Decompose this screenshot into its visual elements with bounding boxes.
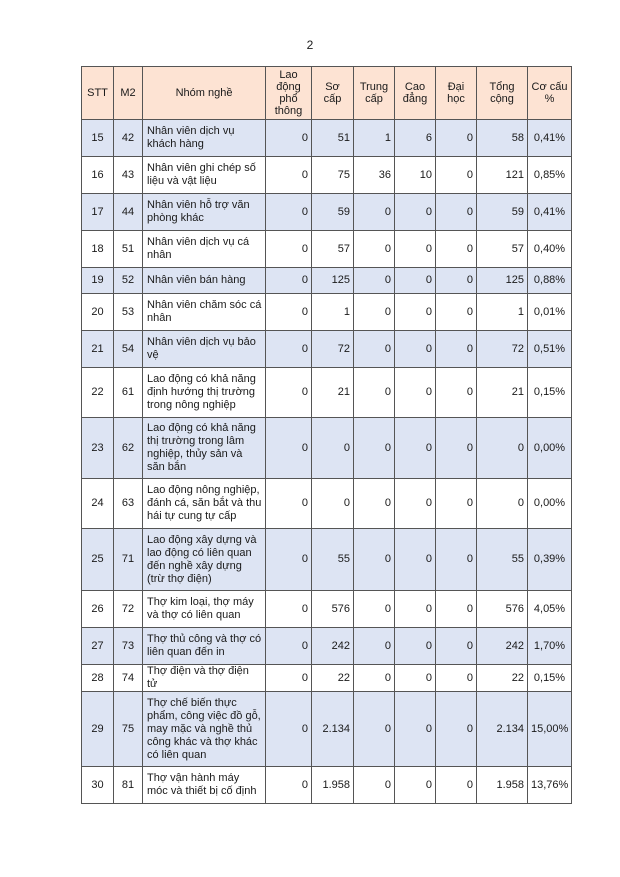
cell-nhom-nghe: Nhân viên hỗ trợ văn phòng khác <box>143 194 266 231</box>
cell-stt: 15 <box>82 120 114 157</box>
cell-cao-dang: 0 <box>395 529 436 591</box>
cell-trung-cap: 1 <box>354 120 395 157</box>
table-row <box>82 418 572 479</box>
table-row <box>82 268 572 294</box>
cell-co-cau: 0,41% <box>528 120 572 157</box>
cell-tong-cong: 72 <box>477 331 528 368</box>
cell-cao-dang: 0 <box>395 479 436 529</box>
cell-co-cau: 0,01% <box>528 294 572 331</box>
cell-m2: 42 <box>114 120 143 157</box>
table-row <box>82 692 572 767</box>
cell-trung-cap: 0 <box>354 231 395 268</box>
cell-dai-hoc: 0 <box>436 231 477 268</box>
cell-cao-dang: 0 <box>395 628 436 665</box>
cell-lao-dong-pho-thong: 0 <box>266 120 312 157</box>
cell-dai-hoc: 0 <box>436 692 477 767</box>
cell-co-cau: 0,85% <box>528 157 572 194</box>
cell-m2: 74 <box>114 665 143 692</box>
col-header-stt: STT <box>82 67 114 120</box>
cell-so-cap: 55 <box>312 529 354 591</box>
cell-m2: 43 <box>114 157 143 194</box>
cell-tong-cong: 242 <box>477 628 528 665</box>
cell-nhom-nghe: Nhân viên bán hàng <box>143 268 266 294</box>
cell-lao-dong-pho-thong: 0 <box>266 194 312 231</box>
col-header-tong-cong: Tổng cộng <box>477 67 528 120</box>
cell-trung-cap: 0 <box>354 268 395 294</box>
cell-stt: 28 <box>82 665 114 692</box>
cell-lao-dong-pho-thong: 0 <box>266 268 312 294</box>
cell-trung-cap: 0 <box>354 767 395 804</box>
table-row <box>82 767 572 804</box>
cell-lao-dong-pho-thong: 0 <box>266 767 312 804</box>
cell-cao-dang: 0 <box>395 294 436 331</box>
cell-lao-dong-pho-thong: 0 <box>266 591 312 628</box>
cell-tong-cong: 0 <box>477 479 528 529</box>
cell-tong-cong: 1 <box>477 294 528 331</box>
cell-lao-dong-pho-thong: 0 <box>266 368 312 418</box>
table-row <box>82 665 572 692</box>
cell-co-cau: 0,15% <box>528 665 572 692</box>
cell-co-cau: 0,88% <box>528 268 572 294</box>
cell-tong-cong: 125 <box>477 268 528 294</box>
col-header-so-cap: Sơ cấp <box>312 67 354 120</box>
cell-lao-dong-pho-thong: 0 <box>266 529 312 591</box>
cell-so-cap: 1.958 <box>312 767 354 804</box>
cell-dai-hoc: 0 <box>436 157 477 194</box>
cell-stt: 23 <box>82 418 114 479</box>
cell-cao-dang: 0 <box>395 231 436 268</box>
cell-m2: 62 <box>114 418 143 479</box>
cell-stt: 24 <box>82 479 114 529</box>
table-row <box>82 368 572 418</box>
cell-stt: 20 <box>82 294 114 331</box>
cell-dai-hoc: 0 <box>436 591 477 628</box>
cell-m2: 75 <box>114 692 143 767</box>
cell-stt: 18 <box>82 231 114 268</box>
cell-lao-dong-pho-thong: 0 <box>266 479 312 529</box>
table-row <box>82 628 572 665</box>
cell-trung-cap: 0 <box>354 529 395 591</box>
cell-cao-dang: 0 <box>395 194 436 231</box>
cell-lao-dong-pho-thong: 0 <box>266 231 312 268</box>
cell-dai-hoc: 0 <box>436 331 477 368</box>
cell-tong-cong: 59 <box>477 194 528 231</box>
cell-dai-hoc: 0 <box>436 479 477 529</box>
cell-co-cau: 0,51% <box>528 331 572 368</box>
cell-nhom-nghe: Nhân viên dịch vụ khách hàng <box>143 120 266 157</box>
cell-nhom-nghe: Thợ chế biến thực phẩm, công việc đồ gỗ, may mặc và nghề thủ công khác và thợ khác có liên quan <box>143 692 266 767</box>
cell-tong-cong: 21 <box>477 368 528 418</box>
cell-stt: 19 <box>82 268 114 294</box>
cell-nhom-nghe: Lao động xây dựng và lao động có liên quan đến nghề xây dựng (trừ thợ điện) <box>143 529 266 591</box>
cell-lao-dong-pho-thong: 0 <box>266 665 312 692</box>
cell-dai-hoc: 0 <box>436 529 477 591</box>
cell-nhom-nghe: Lao động có khả năng thị trường trong lâm nghiệp, thủy sản và săn bắn <box>143 418 266 479</box>
table-row <box>82 529 572 591</box>
cell-so-cap: 1 <box>312 294 354 331</box>
cell-nhom-nghe: Lao động nông nghiệp, đánh cá, săn bắt và thu hái tự cung tự cấp <box>143 479 266 529</box>
table-row <box>82 591 572 628</box>
cell-m2: 54 <box>114 331 143 368</box>
cell-cao-dang: 0 <box>395 591 436 628</box>
cell-trung-cap: 0 <box>354 418 395 479</box>
cell-so-cap: 51 <box>312 120 354 157</box>
cell-dai-hoc: 0 <box>436 665 477 692</box>
cell-m2: 61 <box>114 368 143 418</box>
cell-dai-hoc: 0 <box>436 628 477 665</box>
cell-tong-cong: 22 <box>477 665 528 692</box>
cell-cao-dang: 0 <box>395 331 436 368</box>
col-header-m2: M2 <box>114 67 143 120</box>
table-row <box>82 331 572 368</box>
cell-nhom-nghe: Nhân viên dịch vụ cá nhân <box>143 231 266 268</box>
cell-cao-dang: 0 <box>395 368 436 418</box>
cell-stt: 22 <box>82 368 114 418</box>
cell-stt: 17 <box>82 194 114 231</box>
cell-dai-hoc: 0 <box>436 767 477 804</box>
cell-m2: 71 <box>114 529 143 591</box>
table-row <box>82 231 572 268</box>
cell-lao-dong-pho-thong: 0 <box>266 418 312 479</box>
cell-co-cau: 0,39% <box>528 529 572 591</box>
col-header-lao-dong-pho-thong: Lao động phổ thông <box>266 67 312 120</box>
table-row <box>82 294 572 331</box>
page-number: 2 <box>306 38 314 52</box>
cell-nhom-nghe: Thợ kim loại, thợ máy và thợ có liên quan <box>143 591 266 628</box>
cell-trung-cap: 36 <box>354 157 395 194</box>
cell-cao-dang: 0 <box>395 767 436 804</box>
col-header-cao-dang: Cao đẳng <box>395 67 436 120</box>
cell-nhom-nghe: Nhân viên chăm sóc cá nhân <box>143 294 266 331</box>
cell-co-cau: 0,40% <box>528 231 572 268</box>
cell-nhom-nghe: Thợ thủ công và thợ có liên quan đến in <box>143 628 266 665</box>
cell-trung-cap: 0 <box>354 194 395 231</box>
cell-cao-dang: 10 <box>395 157 436 194</box>
cell-so-cap: 57 <box>312 231 354 268</box>
cell-so-cap: 242 <box>312 628 354 665</box>
cell-trung-cap: 0 <box>354 331 395 368</box>
cell-m2: 52 <box>114 268 143 294</box>
cell-trung-cap: 0 <box>354 368 395 418</box>
table-row <box>82 157 572 194</box>
cell-dai-hoc: 0 <box>436 120 477 157</box>
cell-co-cau: 0,00% <box>528 418 572 479</box>
cell-cao-dang: 0 <box>395 268 436 294</box>
cell-tong-cong: 55 <box>477 529 528 591</box>
cell-tong-cong: 0 <box>477 418 528 479</box>
cell-tong-cong: 58 <box>477 120 528 157</box>
cell-tong-cong: 57 <box>477 231 528 268</box>
cell-trung-cap: 0 <box>354 591 395 628</box>
cell-co-cau: 1,70% <box>528 628 572 665</box>
table-row <box>82 479 572 529</box>
table-row <box>82 120 572 157</box>
header-row <box>82 67 572 120</box>
cell-so-cap: 576 <box>312 591 354 628</box>
cell-cao-dang: 6 <box>395 120 436 157</box>
cell-so-cap: 72 <box>312 331 354 368</box>
col-header-dai-hoc: Đại học <box>436 67 477 120</box>
cell-m2: 72 <box>114 591 143 628</box>
cell-cao-dang: 0 <box>395 418 436 479</box>
cell-so-cap: 0 <box>312 479 354 529</box>
cell-co-cau: 15,00% <box>528 692 572 767</box>
cell-trung-cap: 0 <box>354 692 395 767</box>
occupation-table <box>81 66 572 804</box>
cell-m2: 73 <box>114 628 143 665</box>
cell-dai-hoc: 0 <box>436 294 477 331</box>
cell-stt: 29 <box>82 692 114 767</box>
cell-lao-dong-pho-thong: 0 <box>266 692 312 767</box>
cell-cao-dang: 0 <box>395 692 436 767</box>
cell-co-cau: 13,76% <box>528 767 572 804</box>
cell-stt: 26 <box>82 591 114 628</box>
cell-tong-cong: 2.134 <box>477 692 528 767</box>
cell-nhom-nghe: Nhân viên dịch vụ bảo vệ <box>143 331 266 368</box>
cell-lao-dong-pho-thong: 0 <box>266 628 312 665</box>
cell-so-cap: 75 <box>312 157 354 194</box>
cell-lao-dong-pho-thong: 0 <box>266 331 312 368</box>
cell-tong-cong: 576 <box>477 591 528 628</box>
cell-co-cau: 0,41% <box>528 194 572 231</box>
cell-lao-dong-pho-thong: 0 <box>266 294 312 331</box>
cell-stt: 16 <box>82 157 114 194</box>
cell-m2: 53 <box>114 294 143 331</box>
cell-nhom-nghe: Thợ điện và thợ điện tử <box>143 665 266 692</box>
cell-dai-hoc: 0 <box>436 368 477 418</box>
cell-so-cap: 21 <box>312 368 354 418</box>
cell-dai-hoc: 0 <box>436 418 477 479</box>
cell-lao-dong-pho-thong: 0 <box>266 157 312 194</box>
cell-trung-cap: 0 <box>354 294 395 331</box>
cell-so-cap: 22 <box>312 665 354 692</box>
cell-co-cau: 0,15% <box>528 368 572 418</box>
cell-stt: 27 <box>82 628 114 665</box>
cell-nhom-nghe: Thợ vận hành máy móc và thiết bị cố định <box>143 767 266 804</box>
cell-so-cap: 125 <box>312 268 354 294</box>
cell-m2: 44 <box>114 194 143 231</box>
cell-trung-cap: 0 <box>354 628 395 665</box>
cell-m2: 51 <box>114 231 143 268</box>
cell-m2: 63 <box>114 479 143 529</box>
col-header-nhom-nghe: Nhóm nghề <box>143 67 266 120</box>
cell-stt: 30 <box>82 767 114 804</box>
cell-dai-hoc: 0 <box>436 268 477 294</box>
cell-dai-hoc: 0 <box>436 194 477 231</box>
col-header-trung-cap: Trung cấp <box>354 67 395 120</box>
cell-cao-dang: 0 <box>395 665 436 692</box>
cell-so-cap: 0 <box>312 418 354 479</box>
col-header-co-cau: Cơ cấu % <box>528 67 572 120</box>
cell-co-cau: 4,05% <box>528 591 572 628</box>
cell-stt: 25 <box>82 529 114 591</box>
cell-nhom-nghe: Nhân viên ghi chép số liệu và vật liệu <box>143 157 266 194</box>
cell-so-cap: 2.134 <box>312 692 354 767</box>
cell-co-cau: 0,00% <box>528 479 572 529</box>
cell-tong-cong: 1.958 <box>477 767 528 804</box>
cell-so-cap: 59 <box>312 194 354 231</box>
cell-trung-cap: 0 <box>354 665 395 692</box>
cell-m2: 81 <box>114 767 143 804</box>
cell-stt: 21 <box>82 331 114 368</box>
cell-nhom-nghe: Lao động có khả năng định hướng thị trường trong nông nghiệp <box>143 368 266 418</box>
cell-trung-cap: 0 <box>354 479 395 529</box>
cell-tong-cong: 121 <box>477 157 528 194</box>
table-row <box>82 194 572 231</box>
